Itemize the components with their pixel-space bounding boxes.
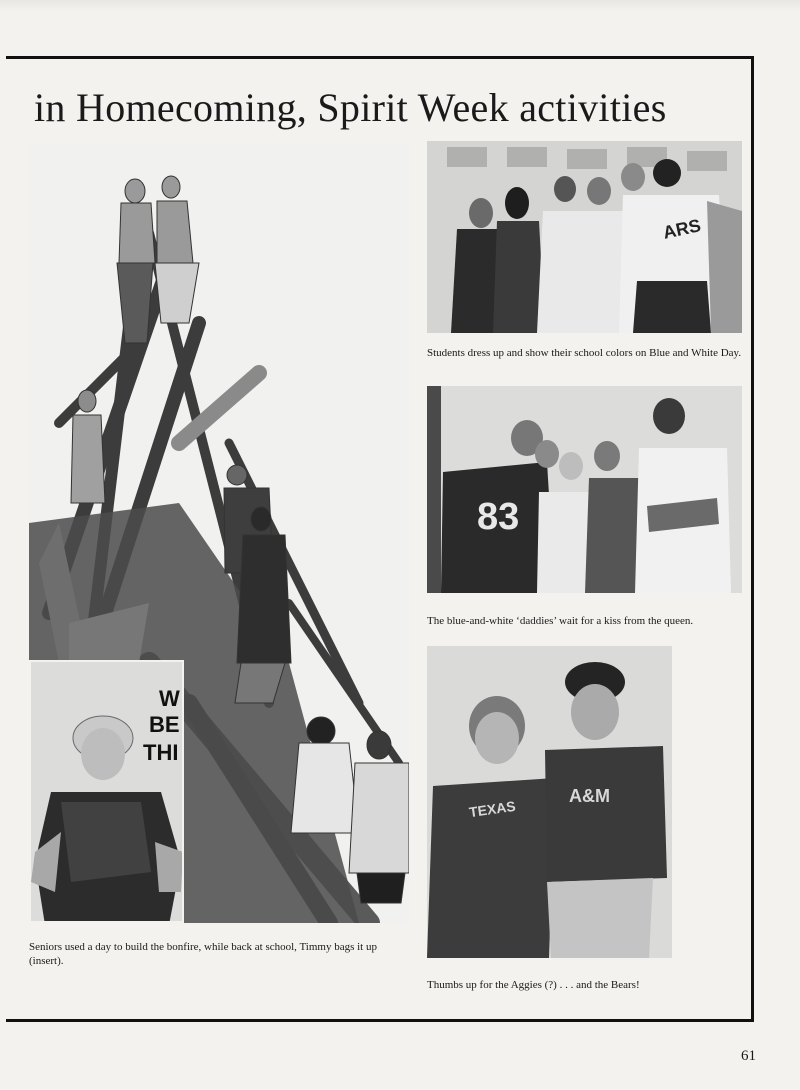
blue-white-jersey-text: ARS bbox=[661, 215, 703, 243]
blue-white-day-caption: Students dress up and show their school colors on Blue and White Day. bbox=[427, 347, 742, 359]
bonfire-caption: Seniors used a day to build the bonfire, while back at school, Timmy bags it up (insert). bbox=[29, 941, 377, 967]
inset-sign-letter-1: W bbox=[159, 686, 180, 711]
bonfire-photo bbox=[29, 143, 409, 923]
bonfire-inset-photo bbox=[29, 660, 184, 923]
daddies-jersey-number: 83 bbox=[477, 496, 520, 538]
aggies-bears-caption: Thumbs up for the Aggies (?) . . . and the Bears! bbox=[427, 979, 640, 991]
daddies-caption: The blue-and-white ‘daddies’ wait for a kiss from the queen. bbox=[427, 615, 694, 627]
page-top-edge bbox=[0, 0, 800, 12]
aggies-bears-photo bbox=[427, 646, 672, 958]
daddies-illustration bbox=[427, 386, 742, 593]
aggies-shirt-text-left: TEXAS bbox=[468, 797, 517, 821]
page-title: in Homecoming, Spirit Week activities bbox=[34, 85, 667, 130]
blue-white-day-photo bbox=[427, 141, 742, 333]
inset-sign-letter-2: BE bbox=[149, 712, 180, 737]
aggies-shirt-text-right: A&M bbox=[569, 786, 610, 806]
daddies-photo bbox=[427, 386, 742, 593]
inset-sign-letter-3: THI bbox=[143, 740, 179, 765]
page-number: 61 bbox=[741, 1048, 756, 1064]
aggies-bears-illustration bbox=[427, 646, 672, 958]
